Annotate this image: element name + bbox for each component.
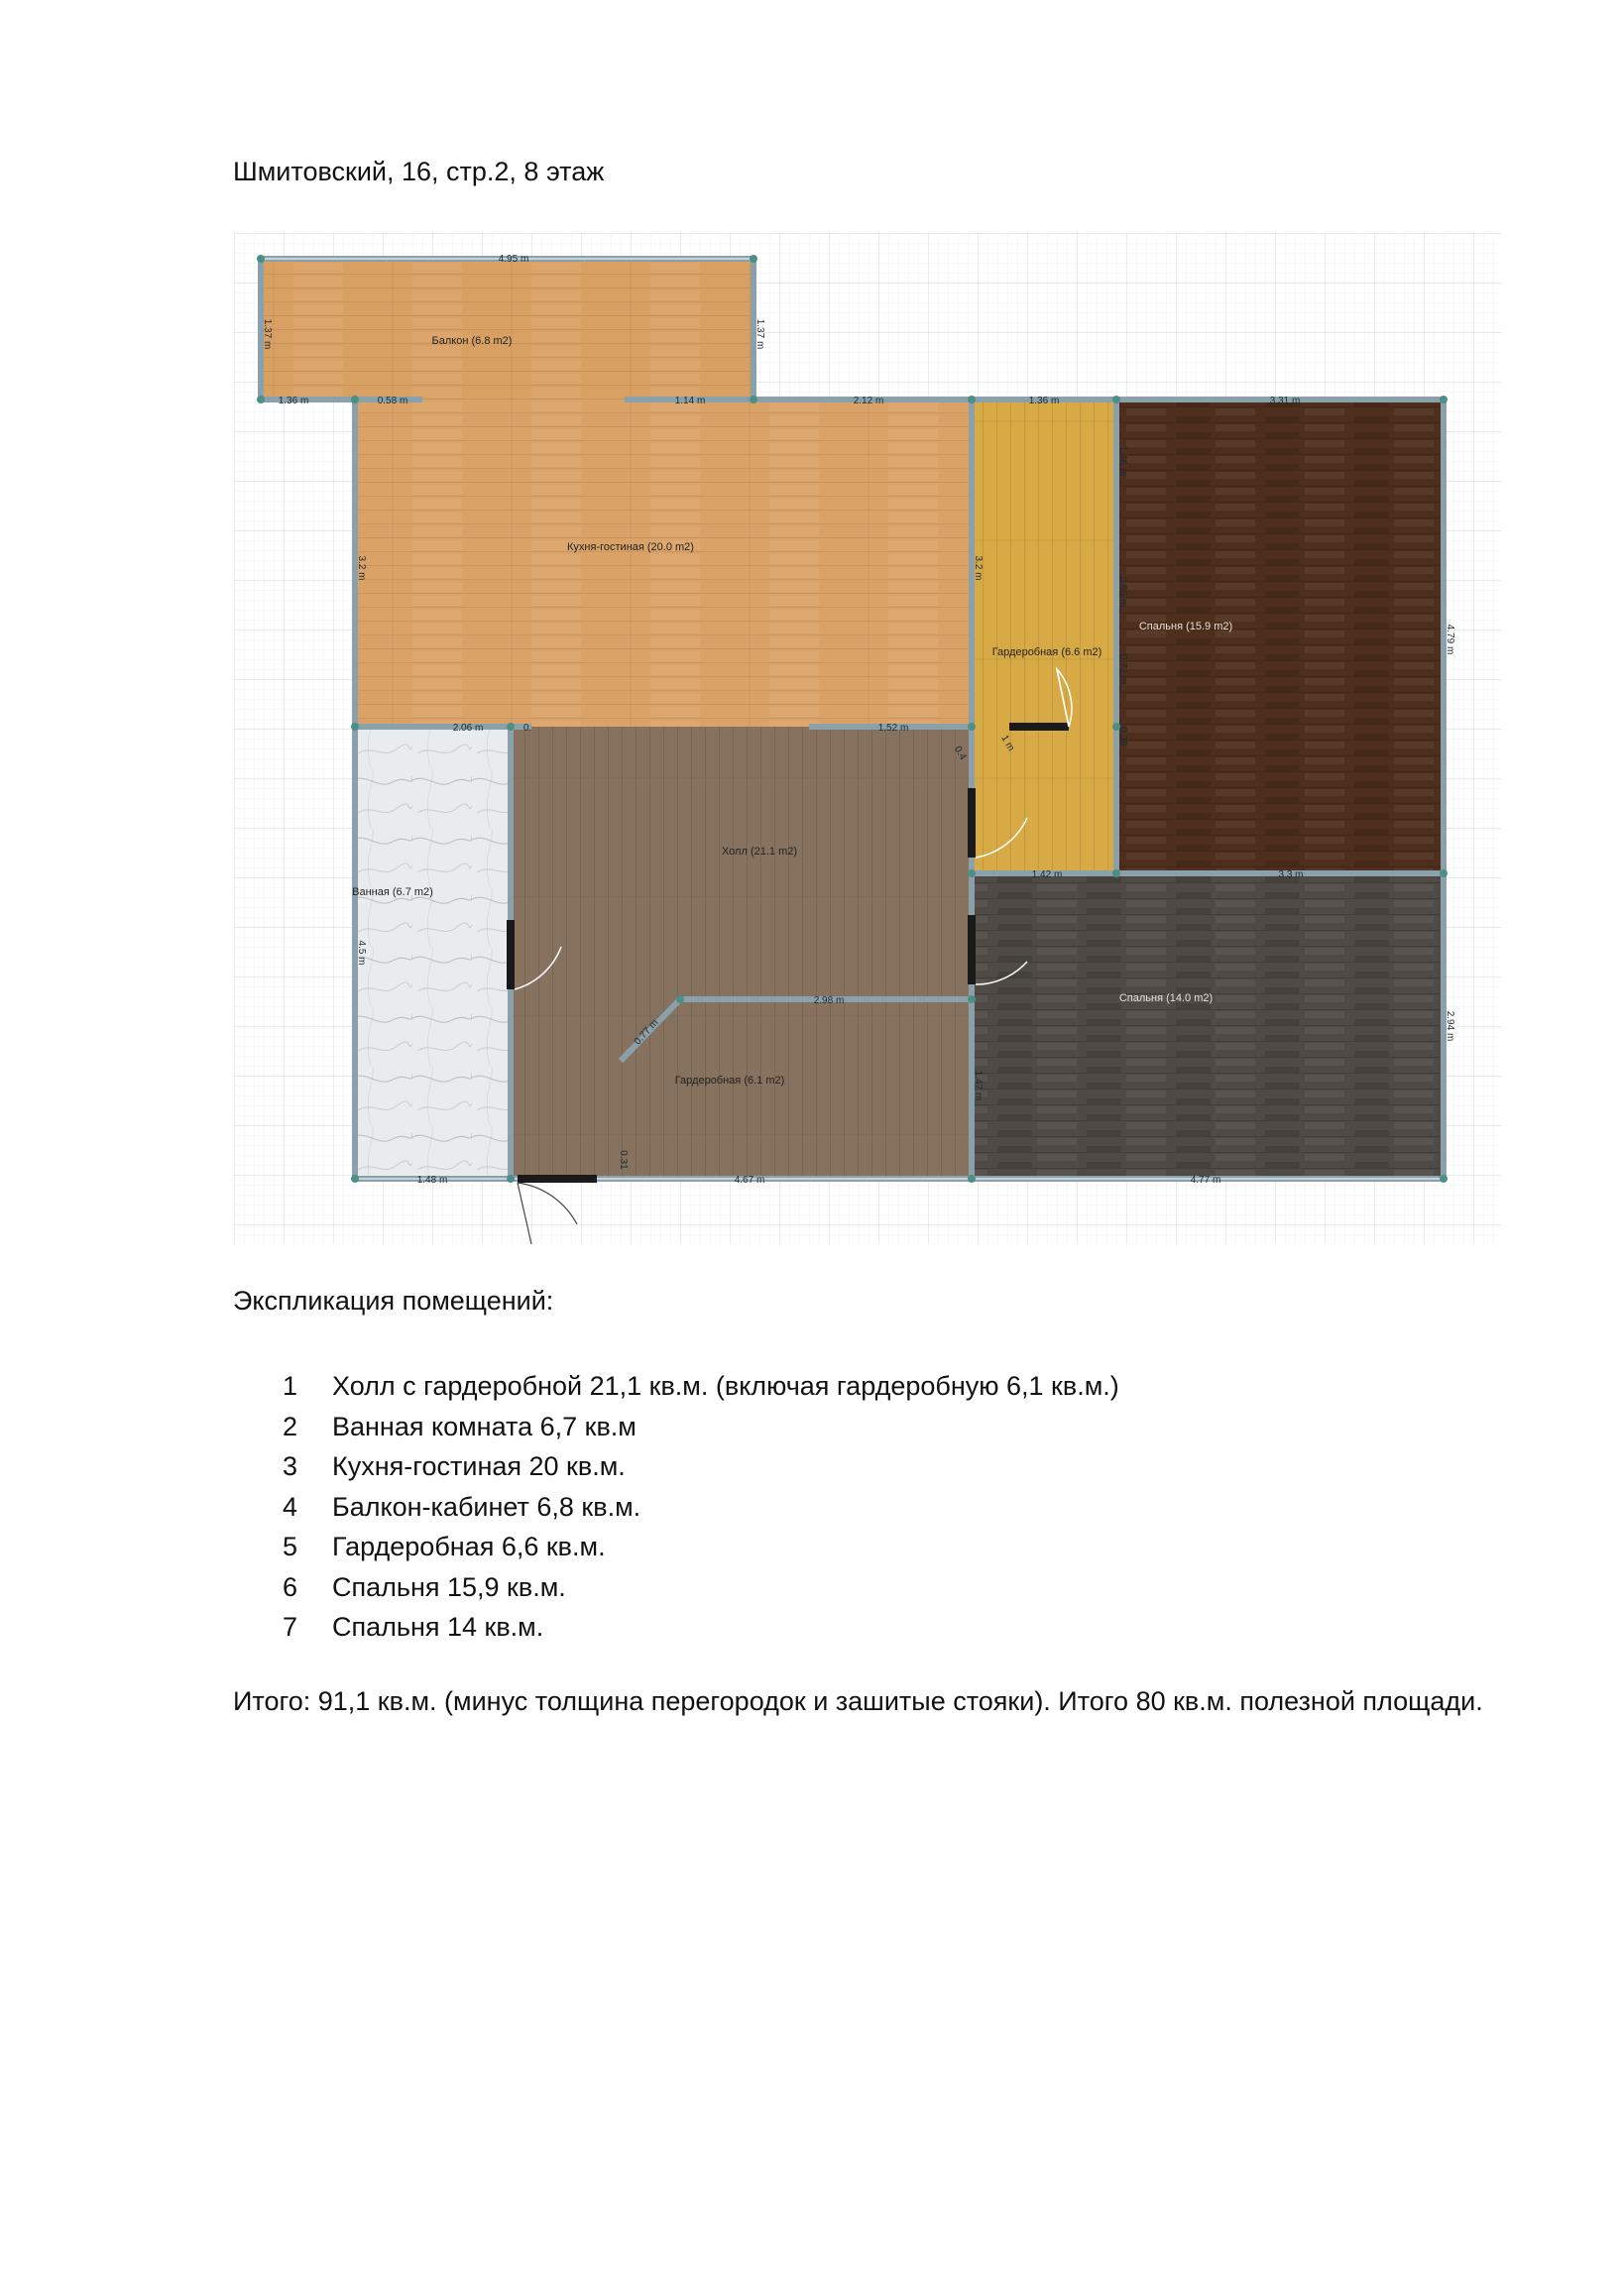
dim-bedroom-top-right: 4.79 m: [1445, 624, 1455, 655]
list-item: [283, 1407, 1119, 1447]
explication-list: [283, 1366, 1119, 1648]
room-label-kitchen: Кухня-гостиная (20.0 m2): [567, 541, 694, 553]
dim-kitchen-top-mid: 1.14 m: [674, 396, 706, 406]
room-label-balcony: Балкон (6.8 m2): [431, 335, 513, 347]
dim-balcony-bottom-mid: 0.58 m: [377, 396, 408, 406]
door-wardrobe-right: [1009, 723, 1069, 731]
room-label-bedroom-top: Спальня (15.9 m2): [1138, 621, 1233, 632]
room-kitchen: [355, 400, 972, 727]
room-balcony: [261, 259, 754, 400]
room-bedroom-top: [1116, 400, 1444, 873]
dim-kitchen-bottom-right: 1.52 m: [877, 723, 909, 734]
room-label-bath: Ванная (6.7 m2): [352, 886, 433, 898]
dim-bedroom-bottom-top-left: 1.42 m: [1031, 869, 1063, 880]
dim-wardrobe-top: 1.36 m: [1028, 396, 1060, 406]
dim-bedroom-top-top: 3.31 m: [1269, 396, 1301, 406]
door-hall-wardrobe: [968, 788, 976, 858]
dim-kitchen-left: 3.2 m: [356, 555, 367, 581]
dim-kitchen-right: 3.2 m: [973, 555, 984, 581]
item-number: 2: [283, 1411, 298, 1441]
item-text: Спальня 15,9 кв.м.: [332, 1571, 566, 1602]
door-bedroom-bottom: [968, 915, 976, 984]
item-number: 6: [283, 1571, 298, 1602]
dim-balcony-right: 1.37 m: [754, 318, 765, 350]
room-wardrobe-right: [972, 400, 1116, 873]
list-item: [283, 1366, 1119, 1407]
list-item: [283, 1527, 1119, 1567]
item-text: Гардеробная 6,6 кв.м.: [332, 1532, 606, 1561]
room-label-hall: Холл (21.1 m2): [721, 846, 798, 858]
dim-bath-bottom: 1.48 m: [416, 1175, 448, 1186]
item-text: Спальня 14 кв.м.: [332, 1612, 544, 1642]
item-number: 5: [283, 1532, 298, 1561]
list-item: [283, 1607, 1119, 1648]
document-title: Шмитовский, 16, стр.2, 8 этаж: [233, 157, 605, 186]
dim-kitchen-bottom-left: 2.06 m: [452, 723, 484, 734]
dim-hall-inner-diag: 0.77 m: [632, 1017, 661, 1048]
dim-hall-inner-right: 1.47 m: [973, 1070, 984, 1101]
room-bath: [355, 727, 511, 1179]
item-text: Кухня-гостиная 20 кв.м.: [332, 1451, 626, 1481]
room-label-wardrobe-right: Гардеробная (6.6 m2): [991, 646, 1102, 658]
dim-wardrobe-door: 1 m: [998, 733, 1017, 753]
item-text: Холл с гардеробной 21,1 кв.м. (включая гардеробную 6,1 кв.м.): [332, 1371, 1119, 1401]
floor-plan: [234, 233, 1501, 1244]
explication-title: Экспликация помещений:: [233, 1286, 554, 1316]
dim-wardrobe-diag: 0.4: [951, 744, 969, 762]
list-item: [283, 1567, 1119, 1608]
door-bath: [507, 920, 515, 989]
dim-bath-left: 4.5 m: [356, 940, 367, 966]
dim-balcony-left: 1.37 m: [262, 318, 273, 350]
dim-wardrobe-right-3: 0.72 m: [1117, 653, 1128, 685]
dim-bedroom-bottom-bottom: 4.77 m: [1190, 1175, 1221, 1186]
item-number: 7: [283, 1612, 298, 1642]
dim-wardrobe-right-2: 0.69 m: [1117, 576, 1128, 608]
dim-kitchen-top-right: 2.12 m: [853, 396, 884, 406]
dim-hall-inner-small: 0.31: [618, 1150, 629, 1170]
dim-balcony-top: 4.95 m: [498, 254, 529, 265]
dim-bedroom-bottom-right: 2.94 m: [1445, 1010, 1455, 1042]
dim-balcony-bottom-left: 1.36 m: [278, 396, 309, 406]
dim-wardrobe-right-1: 1.46 m: [1117, 445, 1128, 477]
item-number: 3: [283, 1451, 298, 1481]
item-text: Ванная комната 6,7 кв.м: [332, 1411, 637, 1441]
item-number: 1: [283, 1371, 298, 1401]
door-entrance: [518, 1175, 597, 1183]
room-hall: [511, 727, 972, 1179]
list-item: [283, 1446, 1119, 1487]
dim-hall-bottom: 4.67 m: [734, 1175, 765, 1186]
item-number: 4: [283, 1491, 298, 1522]
room-label-wardrobe-hall: Гардеробная (6.1 m2): [674, 1075, 785, 1087]
room-label-bedroom-bottom: Спальня (14.0 m2): [1118, 992, 1214, 1004]
room-bedroom-bottom: [972, 873, 1444, 1179]
dim-kitchen-bottom-small: 0.: [522, 723, 532, 734]
dim-wardrobe-right-4: 0.38: [1117, 727, 1128, 746]
dim-hall-inner-top: 2.98 m: [813, 995, 845, 1006]
item-text: Балкон-кабинет 6,8 кв.м.: [332, 1491, 641, 1522]
list-item: [283, 1487, 1119, 1528]
total-summary: Итого: 91,1 кв.м. (минус толщина перегородок и зашитые стояки). Итого 80 кв.м. полезной площади.: [233, 1686, 1483, 1716]
dim-bedroom-bottom-top-right: 3.3 m: [1278, 869, 1304, 880]
